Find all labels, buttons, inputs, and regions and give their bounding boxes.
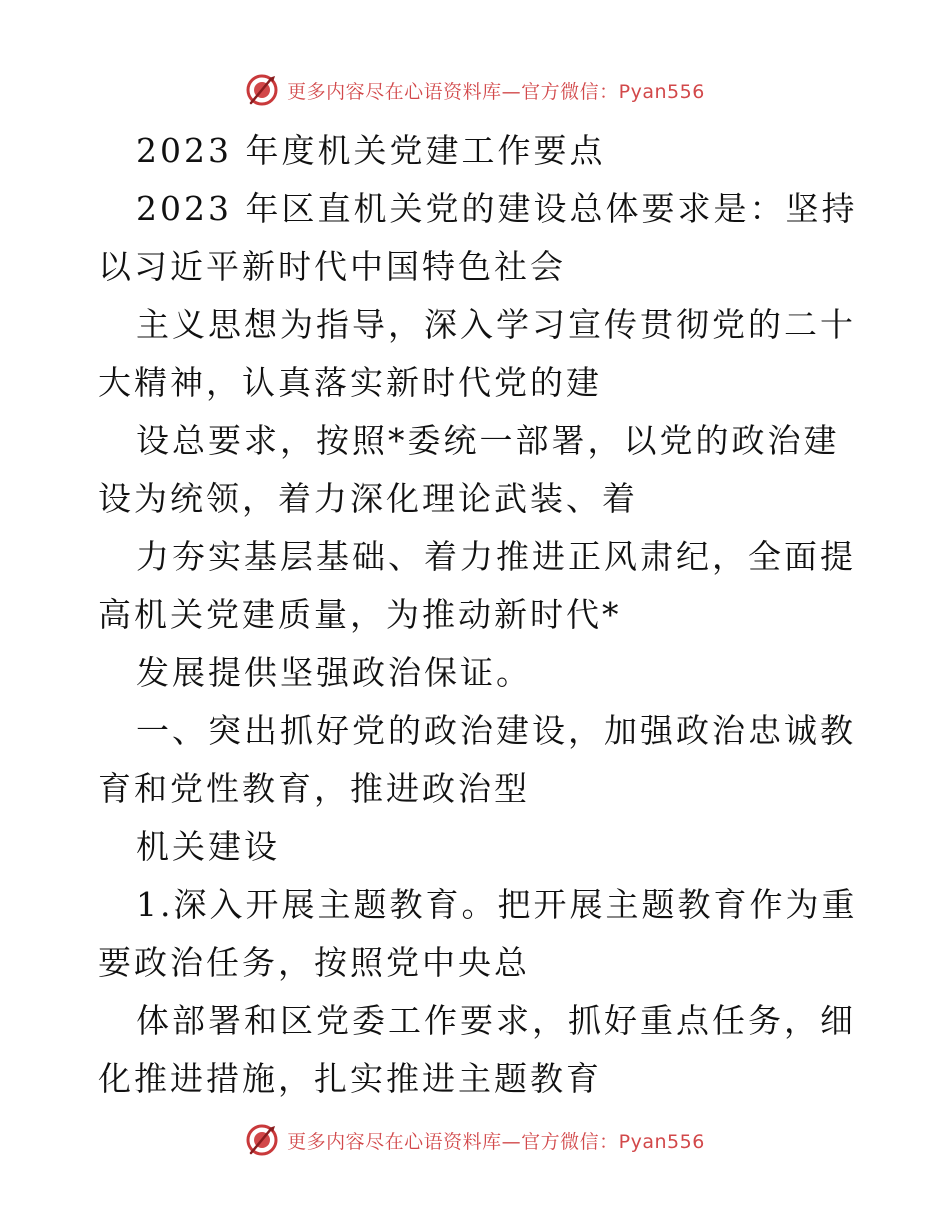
paragraph: 力夯实基层基础、着力推进正风肃纪，全面提高机关党建质量，为推动新时代* xyxy=(98,537,856,634)
quill-seal-icon xyxy=(245,73,279,107)
paragraph: 设总要求，按照*委统一部署，以党的政治建设为统领，着力深化理论武装、着 xyxy=(98,421,840,518)
section-heading-continued: 机关建设 xyxy=(136,827,280,866)
paragraph: 2023 年区直机关党的建设总体要求是：坚持以习近平新时代中国特色社会 xyxy=(98,189,858,286)
paragraph: 体部署和区党委工作要求，抓好重点任务，细化推进措施，扎实推进主题教育 xyxy=(98,1001,856,1098)
paragraph: 主义思想为指导，深入学习宣传贯彻党的二十大精神，认真落实新时代党的建 xyxy=(98,305,856,402)
numbered-paragraph: 1.深入开展主题教育。把开展主题教育作为重要政治任务，按照党中央总 xyxy=(98,885,858,982)
section-heading: 一、突出抓好党的政治建设，加强政治忠诚教育和党性教育，推进政治型 xyxy=(98,711,856,808)
watermark-text: 更多内容尽在心语资料库—官方微信：Pyan556 xyxy=(287,1130,705,1153)
paragraph: 发展提供坚强政治保证。 xyxy=(136,653,532,692)
header-watermark xyxy=(0,70,950,110)
quill-seal-icon xyxy=(245,1123,279,1157)
watermark-text: 更多内容尽在心语资料库—官方微信：Pyan556 xyxy=(287,80,705,103)
footer-watermark xyxy=(0,1120,950,1160)
document-body xyxy=(98,122,858,1108)
document-title: 2023 年度机关党建工作要点 xyxy=(136,131,606,170)
